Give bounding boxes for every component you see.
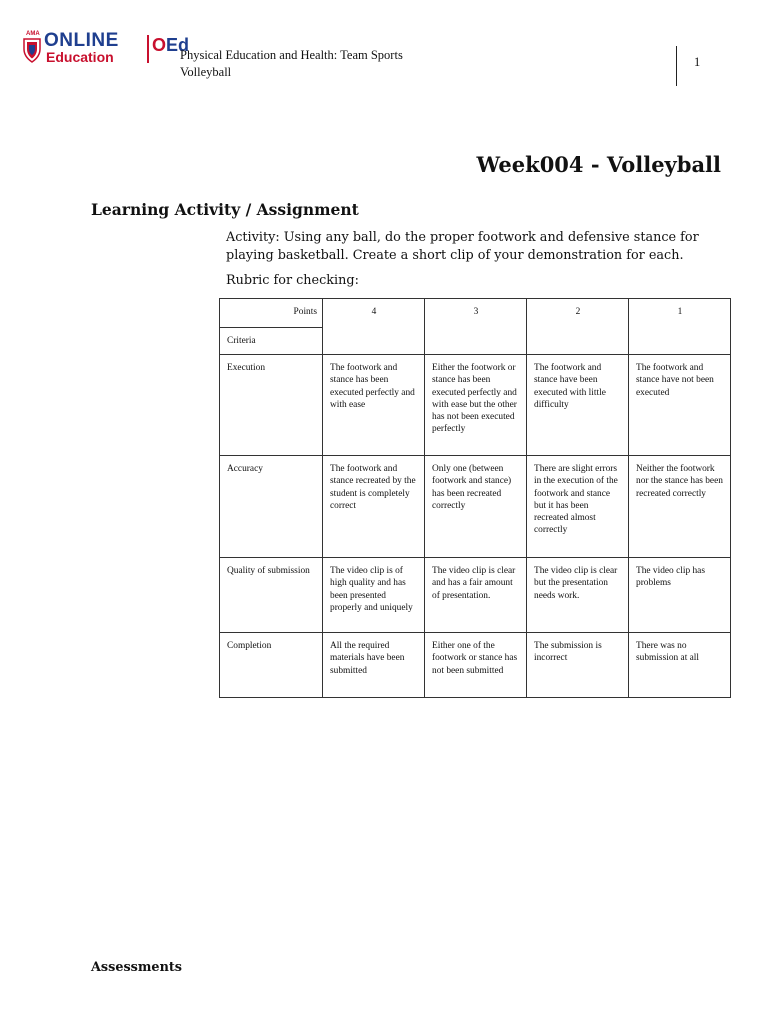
- rubric-cell: The footwork and stance have not been executed: [629, 355, 731, 456]
- rubric-cell: The footwork and stance have been executed with little difficulty: [527, 355, 629, 456]
- header-topic: Volleyball: [180, 65, 232, 79]
- shield-icon: [22, 37, 42, 63]
- rubric-cell: The video clip has problems: [629, 558, 731, 633]
- table-row: [220, 633, 731, 698]
- rubric-cell: The footwork and stance has been executed perfectly and with ease: [323, 355, 425, 456]
- logo-online-text: ONLINE: [44, 30, 119, 51]
- rubric-cell: The video clip is clear and has a fair amount of presentation.: [425, 558, 527, 633]
- level-header: 2: [527, 299, 629, 355]
- page-number: 1: [694, 55, 701, 69]
- table-row: [220, 558, 731, 633]
- criterion-cell: Completion: [220, 633, 323, 698]
- rubric-cell: The video clip is of high quality and has been presented properly and uniquely: [323, 558, 425, 633]
- rubric-label: Rubric for checking:: [226, 273, 359, 288]
- criterion-cell: Accuracy: [220, 456, 323, 558]
- level-header: 1: [629, 299, 731, 355]
- section-heading: Learning Activity / Assignment: [91, 200, 359, 219]
- rubric-cell: The video clip is clear but the presentation needs work.: [527, 558, 629, 633]
- rubric-cell: There are slight errors in the execution of the footwork and stance but it has been recreated almost correctly: [527, 456, 629, 558]
- rubric-cell: All the required materials have been submitted: [323, 633, 425, 698]
- logo-oed-ed: Ed: [166, 35, 190, 55]
- rubric-table: [219, 298, 731, 698]
- rubric-cell: Either one of the footwork or stance has not been submitted: [425, 633, 527, 698]
- online-education-logo: [22, 30, 190, 69]
- rubric-cell: There was no submission at all: [629, 633, 731, 698]
- rubric-cell: Only one (between footwork and stance) has been recreated correctly: [425, 456, 527, 558]
- table-row: [220, 355, 731, 456]
- document-header: [180, 47, 403, 81]
- points-header: Points: [220, 299, 323, 328]
- assessments-heading: Assessments: [91, 960, 182, 975]
- logo-education-text: Education: [46, 49, 114, 65]
- level-header: 3: [425, 299, 527, 355]
- criterion-cell: Execution: [220, 355, 323, 456]
- rubric-cell: Neither the footwork nor the stance has been recreated correctly: [629, 456, 731, 558]
- ama-logo-text: AMA: [26, 31, 40, 37]
- rubric-points-row: [220, 299, 731, 328]
- logo-oed-o: O: [152, 35, 167, 55]
- level-header: 4: [323, 299, 425, 355]
- header-divider: [676, 46, 677, 86]
- table-row: [220, 456, 731, 558]
- activity-text: Activity: Using any ball, do the proper footwork and defensive stance for playing basketball. Create a short clip of your demonstration for each.: [226, 230, 699, 263]
- header-course: Physical Education and Health: Team Sports: [180, 48, 403, 62]
- criterion-cell: Quality of submission: [220, 558, 323, 633]
- rubric-cell: Either the footwork or stance has been executed perfectly and with ease but the other has not been executed perfectly: [425, 355, 527, 456]
- logo-divider: [147, 35, 149, 63]
- criteria-header: Criteria: [220, 328, 323, 355]
- rubric-cell: The submission is incorrect: [527, 633, 629, 698]
- page-title: Week004 - Volleyball: [476, 152, 721, 177]
- rubric-cell: The footwork and stance recreated by the student is completely correct: [323, 456, 425, 558]
